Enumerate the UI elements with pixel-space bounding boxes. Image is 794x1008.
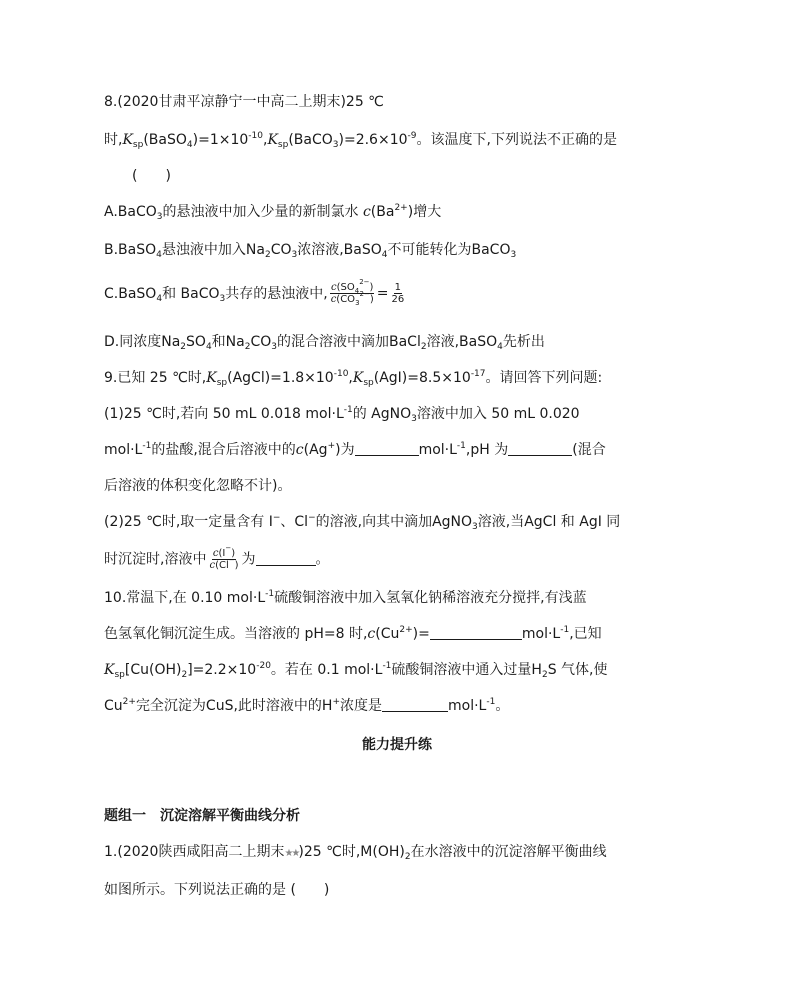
text-run: 溶液中加入 50 mL 0.020: [416, 406, 580, 422]
fraction-denominator: [330, 290, 375, 307]
q10-line1: [104, 588, 587, 608]
superscript: -10: [248, 131, 263, 141]
superscript: −: [228, 556, 235, 564]
text-run: mol·L: [104, 442, 143, 458]
text-run: 的 AgNO: [352, 406, 412, 422]
superscript: 2+: [399, 625, 413, 635]
q10-text: [522, 626, 602, 642]
text-run: (Ag: [303, 442, 328, 458]
text-run: ): [231, 548, 236, 559]
text-run: c: [212, 548, 219, 559]
text-run: (Cu: [375, 626, 400, 642]
group-heading: 题组一 沉淀溶解平衡曲线分析: [104, 808, 300, 824]
superscript: -17: [470, 369, 486, 379]
q8-line1: 8.(2020甘肃平凉静宁一中高二上期末)25 ℃: [104, 94, 384, 110]
text-run: c: [367, 626, 376, 642]
subscript: 3: [332, 140, 339, 150]
text-run: A.BaCO: [104, 204, 157, 220]
subscript: 4: [354, 287, 360, 295]
text-run: SO: [186, 334, 206, 350]
p1-text: [298, 844, 606, 860]
text-run: )=2.6×10: [338, 132, 408, 148]
q10-line4: [104, 696, 509, 716]
text-run: 完全沉淀为CuS,此时溶液中的H: [135, 698, 333, 714]
text-run: ]=2.2×10: [187, 662, 257, 678]
q10-text: [104, 626, 430, 642]
subscript: 2: [264, 250, 271, 260]
fraction-denominator: 26: [391, 294, 405, 305]
superscript: −: [225, 544, 232, 552]
subscript: 3: [271, 342, 277, 352]
superscript: -1: [486, 697, 496, 707]
text-run: 浓度是: [340, 698, 382, 714]
q9-text: (混合: [572, 442, 606, 458]
superscript: 2+: [122, 697, 136, 707]
text-run: c: [362, 204, 371, 220]
subscript: sp: [277, 140, 289, 150]
superscript: -1: [456, 441, 466, 451]
superscript: -1: [382, 661, 392, 671]
text-run: ): [369, 294, 374, 305]
subscript: 3: [156, 212, 163, 222]
subscript: 4: [381, 250, 388, 260]
text-run: )为: [335, 442, 355, 458]
text-run: 的盐酸,混合后溶液中的: [151, 442, 296, 458]
equals-sign: =: [376, 285, 389, 302]
q8-option-a: [104, 202, 441, 222]
superscript: 2−: [359, 290, 370, 298]
superscript: -1: [142, 441, 152, 451]
text-run: c: [295, 442, 304, 458]
text-run: 溶液,BaSO: [426, 334, 498, 350]
subscript: 3: [219, 293, 226, 304]
superscript: -10: [333, 369, 349, 379]
text-run: (I: [218, 548, 226, 559]
answer-blank[interactable]: [508, 441, 572, 456]
text-run: 硫酸铜溶液中通入过量H: [391, 662, 542, 678]
subscript: 3: [411, 414, 417, 424]
subscript: 2: [404, 852, 411, 862]
text-run: K: [352, 370, 364, 386]
q9-text: [419, 442, 509, 458]
answer-blank[interactable]: [430, 625, 522, 640]
text-run: ,pH 为: [465, 442, 509, 458]
text-run: K: [267, 132, 278, 148]
subscript: 4: [186, 140, 193, 150]
superscript: -9: [407, 131, 417, 141]
text-run: CO: [250, 334, 272, 350]
subscript: 4: [497, 342, 503, 352]
text-run: C.BaSO: [104, 285, 157, 302]
q9-line1: [104, 368, 602, 388]
subscript: 4: [156, 250, 162, 260]
q8-option-b: [104, 240, 516, 260]
text-run: 的溶液,向其中滴加AgNO: [315, 514, 473, 530]
text-run: 时,: [104, 132, 123, 148]
q8-answer-bracket: ( ): [132, 168, 171, 184]
answer-blank[interactable]: [382, 697, 448, 712]
fraction-denominator: [208, 556, 239, 571]
text-run: 溶液,当AgCl 和 AgI 同: [477, 514, 621, 530]
text-run: 在水溶液中的沉淀溶解平衡曲线: [410, 844, 607, 860]
superscript: -20: [256, 661, 271, 671]
text-run: 。请回答下列问题:: [485, 370, 603, 386]
text-run: 。若在 0.1 mol·L: [270, 662, 383, 678]
superscript: +: [327, 441, 336, 451]
p1-line1: [104, 842, 607, 864]
q9-text: 为: [241, 551, 256, 568]
text-run: 硫酸铜溶液中加入氢氧化钠稀溶液充分搅拌,有浅蓝: [274, 590, 587, 606]
subscript: 3: [291, 250, 298, 260]
q8-line2: [104, 130, 617, 150]
text-run: CO: [270, 242, 292, 258]
subscript: 3: [355, 299, 360, 307]
p1-line2: 如图所示。下列说法正确的是 ( ): [104, 882, 330, 898]
q10-line2: [104, 624, 602, 644]
q9-part1-line1: [104, 404, 580, 424]
answer-blank[interactable]: [256, 551, 316, 566]
text-run: 、Cl: [280, 514, 309, 530]
superscript: 2+: [394, 203, 408, 213]
text-run: 共存的悬浊液中,: [225, 285, 328, 302]
text-run: (AgCl)=1.8×10: [227, 370, 334, 386]
text-run: 10.常温下,在 0.10 mol·L: [104, 590, 266, 606]
superscript: +: [332, 697, 340, 707]
q10-line3: [104, 660, 607, 680]
text-run: )=: [412, 626, 430, 642]
text-run: c: [330, 294, 337, 305]
q9-ratio-fraction: [208, 544, 239, 571]
q9-part1-line3: 后溶液的体积变化忽略不计)。: [104, 478, 292, 494]
text-run: (AgI)=8.5×10: [373, 370, 471, 386]
subscript: 2: [244, 342, 251, 352]
text-run: 悬浊液中加入Na: [161, 242, 265, 258]
text-run: c: [331, 282, 337, 293]
text-run: ): [234, 560, 239, 571]
text-run: [Cu(OH): [124, 662, 182, 678]
text-run: 。: [495, 698, 510, 714]
text-run: 浓溶液,BaSO: [297, 242, 382, 258]
q9-text: 时沉淀时,溶液中: [104, 551, 207, 568]
subscript: sp: [132, 140, 144, 150]
text-run: (SO: [336, 282, 355, 293]
text-run: (Cl: [215, 560, 229, 571]
subscript: 3: [510, 250, 517, 260]
text-run: ): [369, 282, 374, 293]
subscript: 4: [156, 293, 163, 304]
text-run: ,: [262, 132, 268, 148]
text-run: Cu: [104, 698, 123, 714]
text-run: (Ba: [370, 204, 395, 220]
q9-part2-line2: [104, 544, 330, 571]
text-run: 的悬浊液中加入少量的新制氯水: [162, 204, 363, 220]
text-run: D.同浓度Na: [104, 334, 181, 350]
text-run: 的混合溶液中滴加BaCl: [277, 334, 421, 350]
text-run: ,: [348, 370, 353, 386]
q9-text: 。: [315, 551, 330, 568]
subscript: 4: [205, 342, 212, 352]
text-run: (BaSO: [143, 132, 187, 148]
q10-text: [104, 698, 382, 714]
text-run: )=1×10: [192, 132, 249, 148]
text-run: (2)25 ℃时,取一定量含有 I: [104, 514, 273, 530]
q8-option-c-value-fraction: [391, 282, 406, 305]
superscript: 2−: [359, 278, 370, 286]
text-run: K: [206, 370, 217, 386]
section-heading: 能力提升练: [362, 737, 432, 753]
fraction-numerator: 1: [394, 282, 402, 293]
q8-option-c: [104, 278, 407, 307]
q9-part2-line1: [104, 512, 620, 532]
text-run: 先析出: [502, 334, 545, 350]
superscript: -1: [265, 589, 275, 599]
q10-text: [448, 698, 509, 714]
q9-text: [104, 442, 355, 458]
subscript: 3: [472, 522, 478, 532]
text-run: S 气体,使: [547, 662, 608, 678]
text-run: 色氢氧化铜沉淀生成。当溶液的 pH=8 时,: [104, 626, 368, 642]
text-run: (1)25 ℃时,若向 50 mL 0.018 mol·L: [104, 406, 344, 422]
text-run: (BaCO: [288, 132, 333, 148]
text-run: ,已知: [569, 626, 602, 642]
answer-blank[interactable]: [355, 441, 419, 456]
text-run: K: [104, 662, 115, 678]
subscript: sp: [216, 378, 228, 388]
subscript: 2: [180, 342, 187, 352]
text-run: )25 ℃时,M(OH): [298, 844, 405, 860]
superscript: -1: [560, 625, 570, 635]
subscript: 2: [541, 670, 548, 680]
text-run: K: [122, 132, 133, 148]
text-run: B.BaSO: [104, 242, 157, 258]
superscript: −: [272, 513, 281, 523]
q9-part1-line2: [104, 440, 606, 460]
text-run: (CO: [336, 294, 356, 305]
difficulty-stars-icon: ★★: [284, 848, 299, 859]
text-run: 9.已知 25 ℃时,: [104, 370, 207, 386]
text-run: )增大: [407, 204, 442, 220]
text-run: mol·L: [448, 698, 487, 714]
text-run: mol·L: [521, 626, 561, 642]
text-run: 和Na: [211, 334, 245, 350]
text-run: 。该温度下,下列说法不正确的是: [416, 132, 617, 148]
p1-text: 1.(2020陕西咸阳高二上期末: [104, 844, 285, 860]
subscript: 2: [420, 342, 427, 352]
subscript: sp: [363, 378, 374, 388]
text-run: mol·L: [418, 442, 457, 458]
q8-option-c-fraction: [330, 278, 375, 307]
q8-option-c-prefix: [104, 286, 328, 302]
superscript: -1: [343, 405, 353, 415]
text-run: 和 BaCO: [162, 285, 220, 302]
subscript: sp: [114, 670, 125, 680]
q8-option-d: [104, 332, 545, 352]
text-run: c: [209, 560, 216, 571]
superscript: −: [308, 513, 316, 523]
text-run: 不可能转化为BaCO: [387, 242, 511, 258]
subscript: 2: [181, 670, 188, 680]
